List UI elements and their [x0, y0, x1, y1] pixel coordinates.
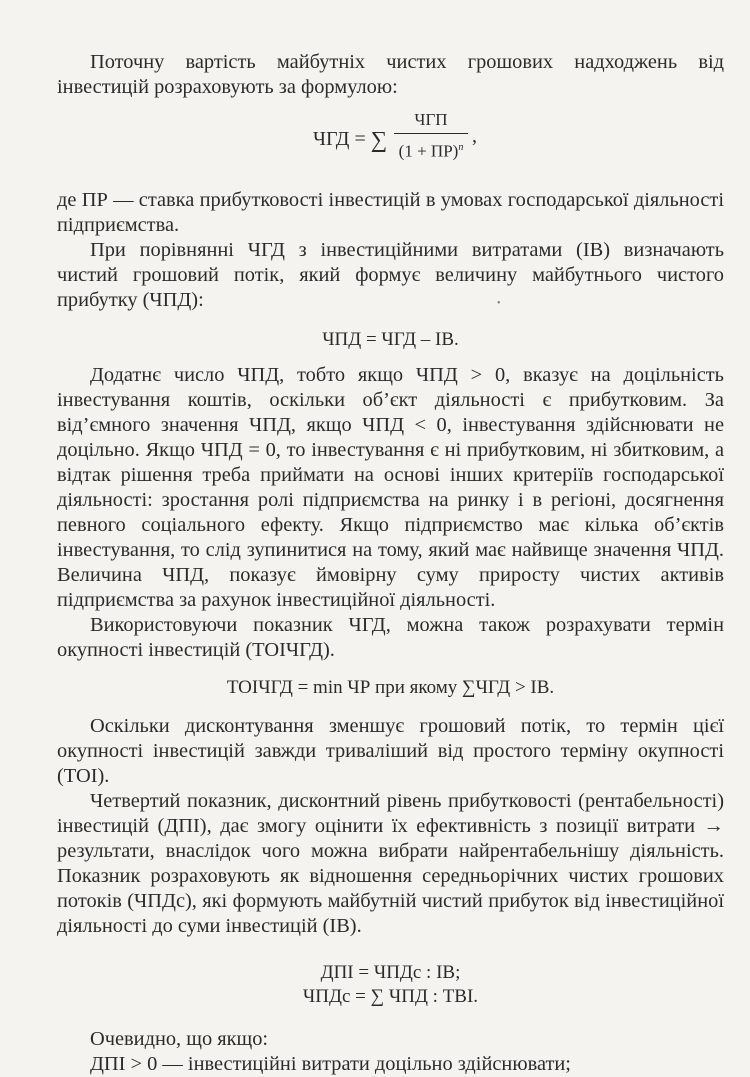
paragraph-net-flow: При порівнянні ЧГД з інвестиційними витратами (ІВ) визначають чистий грошовий потік, який формує величину майбутнього чистого прибутку (ЧПД):: [57, 239, 724, 311]
formula-dpi: ДПІ = ЧПДс : ІВ;: [320, 962, 461, 983]
paragraph-dpi-positive: ДПІ > 0 — інвестиційні витрати доцільно здійснювати;: [90, 1053, 571, 1075]
formula-chgd-tail: ,: [472, 125, 477, 147]
formula-chgd: [57, 100, 724, 188]
formula-chpd: ЧПД = ЧГД – ІВ.: [322, 329, 459, 350]
paragraph-intro: Поточну вартість майбутніх чистих грошових надходжень від інвестицій розраховують за формулою:: [57, 51, 724, 98]
formula-chpdc: ЧПДс = ∑ ЧПД : ТВІ.: [302, 986, 479, 1007]
paragraph-dpi: Четвертий показник, дисконтний рівень прибутковості (рентабельності) інвестицій (ДПІ), дає змогу оцінити їх ефективність з позиції витрати → результати, внаслідок чого можна вибрати найрентабельнішу діяльність. Показник розраховують як відношення середньорічних чистих грошових потоків (ЧПДс), які формують майбутній чистий прибуток від інвестиційної діяльності до суми інвестицій (ІВ).: [57, 790, 724, 937]
paragraph-conclusion: Очевидно, що якщо:: [90, 1028, 269, 1050]
paragraph-chpd-sign: Додатнє число ЧПД, тобто якщо ЧПД > 0, вказує на доцільність інвестування коштів, оскільки об’єкт діяльності є прибутковим. За від’ємного значення ЧПД, якщо ЧПД < 0, інвестування здійснювати не доцільно. Якщо ЧПД = 0, то інвестування є ні прибутковим, ні збитковим, а відтак рішення треба приймати на основі інших критеріїв господарської діяльності: зростання ролі підприємства на ринку і в регіоні, досягнення певного соціального ефекту. Якщо підприємство має кілька об’єктів інвестування, то слід зупинитися на тому, який має найвище значення ЧПД. Величина ЧПД, показує ймовірну суму приросту чистих активів підприємства за рахунок інвестиційної діяльності.: [57, 364, 724, 611]
paragraph-payback: Використовуючи показник ЧГД, можна також розрахувати термін окупності інвестицій (ТОІЧГД).: [57, 614, 724, 661]
scan-speck: •: [497, 298, 501, 309]
paragraph-pr-definition: де ПР — ставка прибутковості інвестицій в умовах господарської діяльності підприємства.: [57, 189, 724, 236]
fraction-bar: [394, 133, 468, 134]
formula-chgd-denominator: (1 + ПР): [398, 141, 459, 161]
sigma-symbol: ∑: [370, 127, 388, 152]
paragraph-discounting: Оскільки дисконтування зменшує грошовий потік, то термін цієї окупності інвестицій завжди триваліший від простого терміну окупності (ТОІ).: [57, 715, 724, 787]
formula-toichgd: ТОІЧГД = min ЧР при якому ∑ЧГД > ІВ.: [226, 677, 555, 698]
formula-chgd-numerator: ЧГП: [414, 110, 448, 129]
formula-chgd-lhs: ЧГД =: [313, 128, 371, 150]
document-page: [57, 50, 724, 1077]
formula-chgd-fraction: [394, 109, 468, 163]
formula-chgd-exponent: n: [458, 142, 464, 153]
